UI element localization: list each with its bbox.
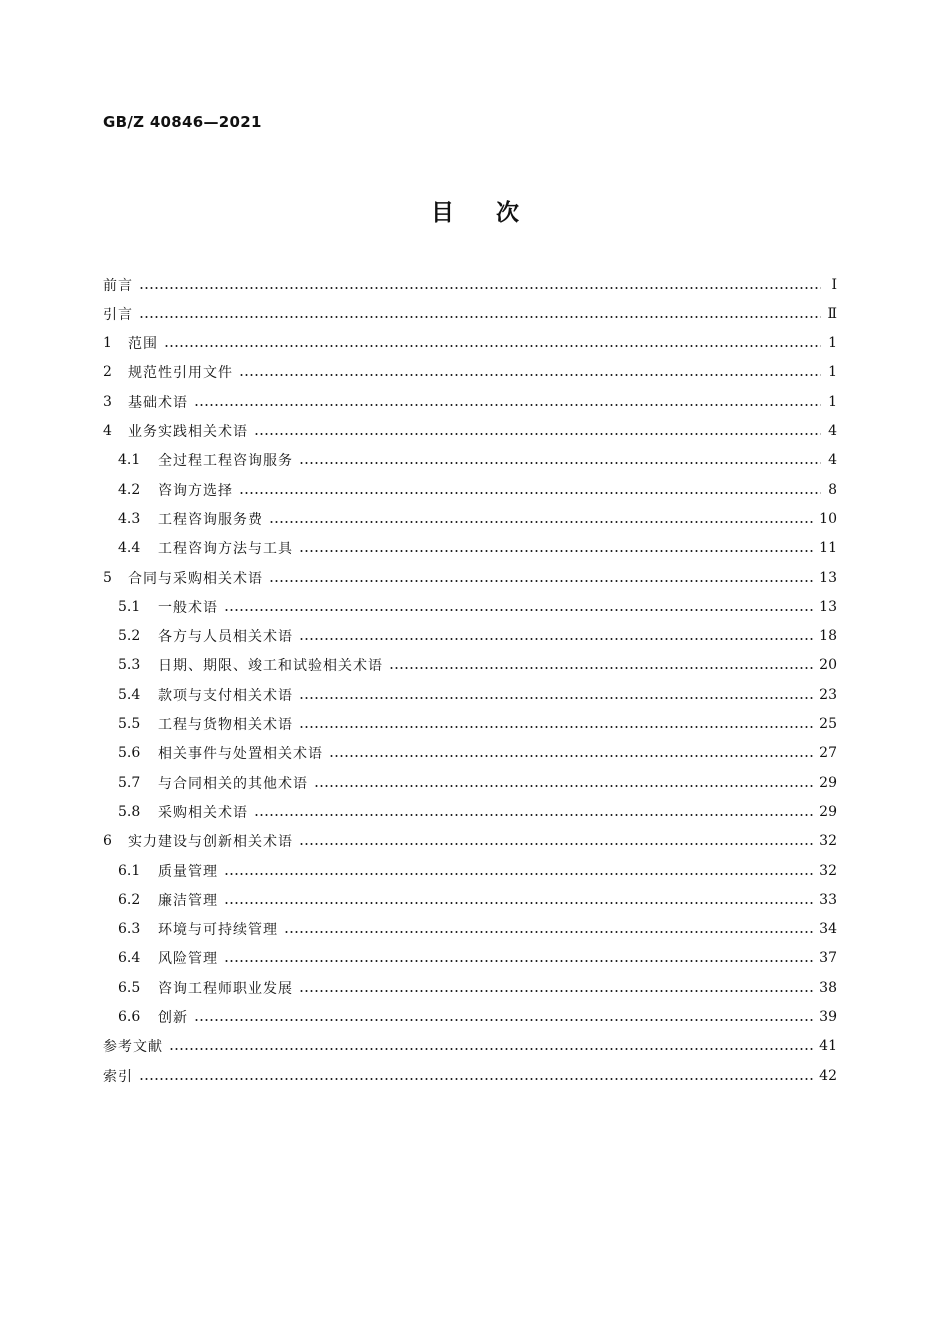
toc-entry[interactable] — [103, 797, 837, 826]
toc-entry-title: 引言 — [103, 306, 133, 323]
toc-entry-page: 27 — [819, 745, 837, 762]
toc-entry[interactable] — [103, 651, 837, 680]
toc-entry-title: 款项与支付相关术语 — [158, 687, 293, 704]
toc-entry-page: 1 — [828, 335, 837, 352]
toc-entry-number: 5.5 — [118, 716, 141, 732]
toc-entry-number: 4.1 — [118, 452, 141, 469]
dot-leader — [284, 931, 813, 933]
toc-entry-title: 相关事件与处置相关术语 — [158, 746, 323, 763]
toc-entry-title: 环境与可持续管理 — [158, 922, 278, 939]
dot-leader — [224, 960, 813, 962]
toc-entry[interactable] — [103, 270, 837, 299]
toc-entry-number: 6 — [103, 833, 112, 850]
dot-leader — [299, 990, 813, 992]
dot-leader — [239, 374, 821, 376]
dot-leader — [299, 462, 821, 464]
toc-entry-number: 6.1 — [118, 862, 141, 879]
toc-entry-number: 5.2 — [118, 628, 141, 645]
dot-leader — [314, 785, 813, 787]
toc-entry-number: 5.3 — [118, 657, 141, 674]
toc-entry-page: 38 — [819, 979, 837, 996]
toc-entry-number: 6.6 — [118, 1009, 141, 1025]
dot-leader — [239, 492, 821, 494]
toc-entry[interactable] — [103, 885, 837, 914]
toc-entry-page: 1 — [828, 364, 837, 381]
toc-entry-number: 5.4 — [118, 686, 141, 703]
toc-entry-title: 业务实践相关术语 — [128, 424, 248, 440]
toc-entry[interactable] — [103, 1061, 837, 1090]
toc-entry-title: 参考文献 — [103, 1039, 163, 1056]
dot-leader — [299, 550, 813, 552]
toc-entry-title: 咨询工程师职业发展 — [158, 980, 293, 997]
toc-entry-page: 8 — [828, 481, 837, 498]
toc-entry[interactable] — [103, 592, 837, 621]
dot-leader — [389, 667, 813, 669]
toc-entry-page: 4 — [828, 423, 837, 439]
dot-leader — [139, 287, 821, 289]
toc-entry-title: 各方与人员相关术语 — [158, 629, 293, 646]
toc-entry-title: 前言 — [103, 277, 133, 294]
dot-leader — [194, 1019, 813, 1021]
toc-entry-page: Ⅰ — [831, 276, 837, 293]
toc-entry[interactable] — [103, 827, 837, 856]
dot-leader — [164, 345, 821, 347]
toc-entry-number: 5.8 — [118, 803, 141, 820]
dot-leader — [169, 1048, 813, 1050]
toc-entry-title: 工程与货物相关术语 — [158, 717, 293, 733]
dot-leader — [194, 404, 821, 406]
dot-leader — [224, 609, 813, 611]
toc-entry[interactable] — [103, 739, 837, 768]
toc-entry-number: 4.4 — [118, 540, 141, 557]
toc-entry[interactable] — [103, 299, 837, 328]
toc-entry[interactable] — [103, 1003, 837, 1032]
toc-entry[interactable] — [103, 504, 837, 533]
toc-entry-page: 4 — [828, 452, 837, 469]
toc-entry-title: 日期、期限、竣工和试验相关术语 — [158, 658, 383, 675]
toc-entry[interactable] — [103, 1032, 837, 1061]
dot-leader — [139, 316, 821, 318]
toc-entry-title: 工程咨询方法与工具 — [158, 541, 293, 558]
toc-entry[interactable] — [103, 768, 837, 797]
toc-entry-number: 4.2 — [118, 481, 141, 498]
toc-entry-number: 4.3 — [118, 510, 141, 527]
dot-leader — [224, 902, 813, 904]
dot-leader — [254, 433, 821, 435]
toc-entry[interactable] — [103, 915, 837, 944]
toc-entry-page: 23 — [819, 686, 837, 703]
toc-entry[interactable] — [103, 387, 837, 416]
dot-leader — [224, 873, 813, 875]
toc-entry[interactable] — [103, 534, 837, 563]
toc-entry-title: 一般术语 — [158, 599, 218, 616]
toc-entry-page: 29 — [819, 774, 837, 791]
toc-entry-page: 33 — [819, 891, 837, 908]
standard-code: GB/Z 40846—2021 — [103, 113, 262, 131]
toc-entry-page: 11 — [819, 540, 837, 557]
toc-entry-page: 13 — [819, 569, 837, 586]
toc-entry-page: 1 — [828, 393, 837, 410]
toc-entry-page: 10 — [819, 510, 837, 527]
toc-entry-title: 咨询方选择 — [158, 482, 233, 499]
toc-entry[interactable] — [103, 358, 837, 387]
dot-leader — [329, 755, 813, 757]
toc-entry-number: 6.5 — [118, 979, 141, 996]
toc-entry-title: 风险管理 — [158, 951, 218, 968]
toc-entry-number: 5.7 — [118, 774, 141, 791]
toc-entry-title: 规范性引用文件 — [128, 365, 233, 382]
dot-leader — [269, 521, 813, 523]
toc-entry-page: 13 — [819, 598, 837, 615]
toc-entry[interactable] — [103, 329, 837, 358]
dot-leader — [254, 814, 813, 816]
dot-leader — [139, 1078, 813, 1080]
toc-entry[interactable] — [103, 563, 837, 592]
toc-entry-number: 5 — [103, 569, 112, 586]
toc-entry[interactable] — [103, 973, 837, 1002]
toc-entry-number: 6.3 — [118, 921, 141, 938]
toc-entry-title: 质量管理 — [158, 863, 218, 880]
toc-entry-page: 32 — [819, 833, 837, 850]
toc-entry-number: 2 — [103, 364, 112, 381]
toc-entry-number: 3 — [103, 393, 112, 410]
toc-entry-page: 42 — [819, 1067, 837, 1084]
toc-entry-number: 4 — [103, 423, 112, 439]
toc-entry-title: 合同与采购相关术语 — [128, 570, 263, 587]
dot-leader — [299, 726, 813, 728]
toc-entry-page: 29 — [819, 803, 837, 820]
toc-entry-title: 采购相关术语 — [158, 804, 248, 821]
toc-entry[interactable] — [103, 446, 837, 475]
toc-entry-page: 25 — [819, 716, 837, 732]
dot-leader — [299, 843, 813, 845]
toc-entry[interactable] — [103, 710, 837, 739]
toc-entry[interactable] — [103, 944, 837, 973]
toc-entry-title: 索引 — [103, 1068, 133, 1085]
toc-entry-page: Ⅱ — [827, 305, 837, 322]
toc-entry-title: 全过程工程咨询服务 — [158, 453, 293, 470]
toc-entry-page: 34 — [819, 921, 837, 938]
toc-entry-number: 1 — [103, 335, 112, 352]
toc-entry-number: 6.4 — [118, 950, 141, 967]
toc-entry-title: 范围 — [128, 336, 158, 353]
toc-entry-title: 工程咨询服务费 — [158, 511, 263, 528]
toc-entry-title: 实力建设与创新相关术语 — [128, 834, 293, 851]
toc-entry[interactable] — [103, 680, 837, 709]
toc-entry-title: 基础术语 — [128, 394, 188, 411]
toc-entry[interactable] — [103, 417, 837, 446]
toc-entry-number: 6.2 — [118, 891, 141, 908]
toc-entry-page: 37 — [819, 950, 837, 967]
toc-entry-page: 39 — [819, 1009, 837, 1025]
toc-entry-page: 18 — [819, 628, 837, 645]
toc-entry[interactable] — [103, 622, 837, 651]
toc-entry-page: 20 — [819, 657, 837, 674]
dot-leader — [299, 697, 813, 699]
page-title: 目次 — [431, 200, 561, 226]
toc-entry-title: 廉洁管理 — [158, 892, 218, 909]
toc-entry-number: 5.1 — [118, 598, 141, 615]
dot-leader — [299, 638, 813, 640]
toc-entry-page: 41 — [819, 1038, 837, 1055]
toc-entry-number: 5.6 — [118, 745, 141, 762]
toc-entry[interactable] — [103, 475, 837, 504]
toc-entry-title: 创新 — [158, 1010, 188, 1026]
dot-leader — [269, 580, 813, 582]
toc-entry[interactable] — [103, 856, 837, 885]
toc-entry-title: 与合同相关的其他术语 — [158, 775, 308, 792]
toc-entry-page: 32 — [819, 862, 837, 879]
